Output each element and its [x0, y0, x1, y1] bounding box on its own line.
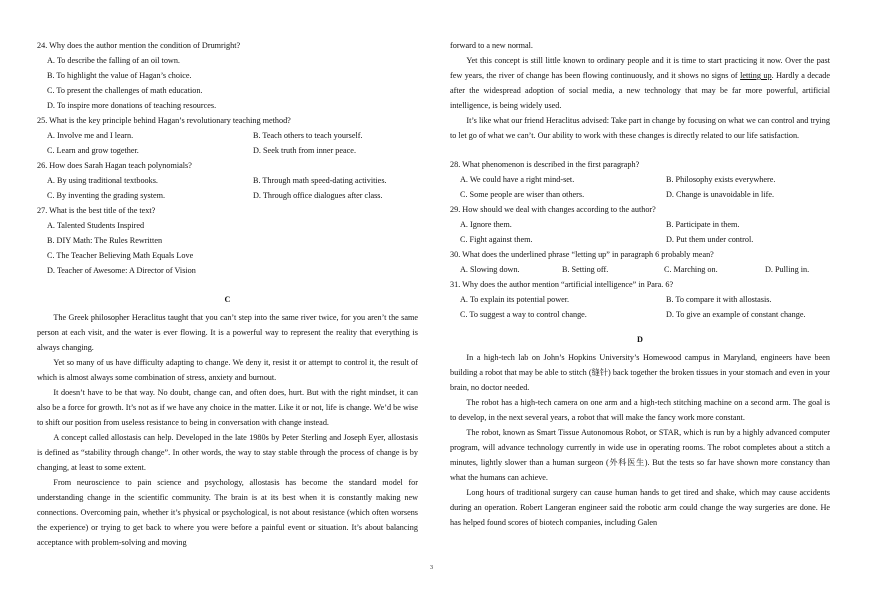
left-column — [37, 38, 418, 550]
option: A. To describe the falling of an oil town. — [47, 56, 180, 65]
paragraph: It’s like what our friend Heraclitus advised: Take part in change by focusing on what we can control and trying to let go of what we can’t. Our ability to work with these changes is directly related to our life satisfaction. — [450, 116, 830, 140]
option: A. We could have a right mind-set. — [460, 175, 575, 184]
section-c-heading: C — [224, 295, 231, 304]
paragraph-text: Yet this concept is still little known to ordinary people and it is time to start practicing it now. Over the past few years, the river of change has been flowing continuously, and it shows no signs of — [450, 56, 830, 80]
option: D. Teacher of Awesome: A Director of Vision — [47, 266, 196, 275]
question-26: 26. How does Sarah Hagan teach polynomials? — [37, 161, 192, 170]
question-24: 24. Why does the author mention the condition of Drumright? — [37, 41, 241, 50]
option: B. Philosophy exists everywhere. — [666, 175, 776, 184]
option: B. Setting off. — [562, 265, 609, 274]
option: A. To explain its potential power. — [460, 295, 570, 304]
section-d-heading: D — [637, 335, 643, 344]
option: C. Learn and grow together. — [47, 146, 139, 155]
paragraph: Yet so many of us have difficulty adapting to change. We deny it, resist it or attempt to control it, the result of which is almost always some combination of stress, anxiety and burnout. — [37, 358, 418, 382]
option: C. The Teacher Believing Math Equals Love — [47, 251, 194, 260]
option: D. Change is unavoidable in life. — [666, 190, 775, 199]
question-27: 27. What is the best title of the text? — [37, 206, 156, 215]
option: B. Through math speed-dating activities. — [253, 176, 387, 185]
option: C. By inventing the grading system. — [47, 191, 166, 200]
option: A. Talented Students Inspired — [47, 221, 145, 230]
option: B. To highlight the value of Hagan’s choice. — [47, 71, 192, 80]
option: B. DIY Math: The Rules Rewritten — [47, 236, 163, 245]
option: C. To present the challenges of math education. — [47, 86, 203, 95]
paragraph: Long hours of traditional surgery can cause human hands to get tired and shake, which may cause accidents during an operation. Robert Langeran engineer said the robotic arm could change the way surgeries are done. He has helped found scores of biotech companies, including Galen — [450, 488, 830, 527]
paragraph-text: . Hardly a decade after the widespread adoption of social media, a new technology that may be far more powerful, artificial intelligence, is being widely used. — [450, 71, 831, 110]
paragraph: A concept called allostasis can help. Developed in the late 1980s by Peter Sterling and Joseph Eyer, allostasis is defined as “stability through change”. In other words, the way to stay stable through the process of change is by changing, at least to some extent. — [37, 433, 418, 472]
right-column — [450, 38, 830, 530]
question-30: 30. What does the underlined phrase “letting up” in paragraph 6 probably mean? — [450, 250, 714, 259]
option: A. Involve me and I learn. — [47, 131, 134, 140]
paragraph: The Greek philosopher Heraclitus taught that you can’t step into the same river twice, for you aren’t the same person at each visit, and the water is ever flowing. It is a powerful way to represent the reality that everything is always changing. — [37, 313, 418, 352]
paragraph: In a high-tech lab on John’s Hopkins University’s Homewood campus in Maryland, engineers have been building a robot that may be able to stitch (缝针) back together the broken tissues in your stomach and even in your brain, no doctor needed. — [450, 353, 830, 392]
paragraph: From neuroscience to pain science and psychology, allostasis has become the standard model for understanding change in the scientific community. The brain is at its best when it is constantly making new connections. Overcoming pain, whether it’s physical or psychological, is not about resistance (which often worsens the experience) or trying to get back to where you were before a painful event or situation. It’s about balancing acceptance with problem-solving and moving — [37, 478, 418, 547]
option: C. Fight against them. — [460, 235, 533, 244]
option: D. Through office dialogues after class. — [253, 191, 383, 200]
question-25: 25. What is the key principle behind Hagan’s revolutionary teaching method? — [37, 116, 291, 125]
option: D. Seek truth from inner peace. — [253, 146, 356, 155]
question-31: 31. Why does the author mention “artificial intelligence” in Para. 6? — [450, 280, 674, 289]
paragraph: The robot, known as Smart Tissue Autonomous Robot, or STAR, which is run by a highly advanced computer program, will advance technology currently in wide use in operating rooms. The robot completes about a stitch a minutes, lightly slower than a human surgeon (外科医生). But the tests so far have shown more constancy than what the humans can achieve. — [450, 428, 830, 482]
option: A. Ignore them. — [460, 220, 512, 229]
option: C. Some people are wiser than others. — [460, 190, 585, 199]
underlined-phrase: letting up — [740, 71, 772, 80]
option: B. To compare it with allostasis. — [666, 295, 772, 304]
page-number: 3 — [430, 565, 433, 571]
option: C. Marching on. — [664, 265, 718, 274]
option: A. By using traditional textbooks. — [47, 176, 158, 185]
option: D. Pulling in. — [765, 265, 810, 274]
option: D. Put them under control. — [666, 235, 754, 244]
paragraph: It doesn’t have to be that way. No doubt, change can, and often does, hurt. But with the right mindset, it can also be a force for growth. It’s not as if we have any choice in the matter. Like it or not, life is change. We’d be wise to shift our position from useless resistance to being in conversation with change instead. — [37, 388, 418, 427]
option: C. To suggest a way to control change. — [460, 310, 587, 319]
question-28: 28. What phenomenon is described in the first paragraph? — [450, 160, 640, 169]
paragraph: The robot has a high-tech camera on one arm and a high-tech stitching machine on a second arm. The goal is to develop, in the next several years, a robot that will make the fancy work more constant. — [450, 398, 830, 422]
paragraph — [450, 53, 830, 113]
option: D. To inspire more donations of teaching resources. — [47, 101, 217, 110]
option: A. Slowing down. — [460, 265, 520, 274]
option: B. Teach others to teach yourself. — [253, 131, 363, 140]
continuation-text: forward to a new normal. — [450, 41, 533, 50]
option: B. Participate in them. — [666, 220, 740, 229]
option: D. To give an example of constant change. — [666, 310, 806, 319]
question-29: 29. How should we deal with changes according to the author? — [450, 205, 656, 214]
